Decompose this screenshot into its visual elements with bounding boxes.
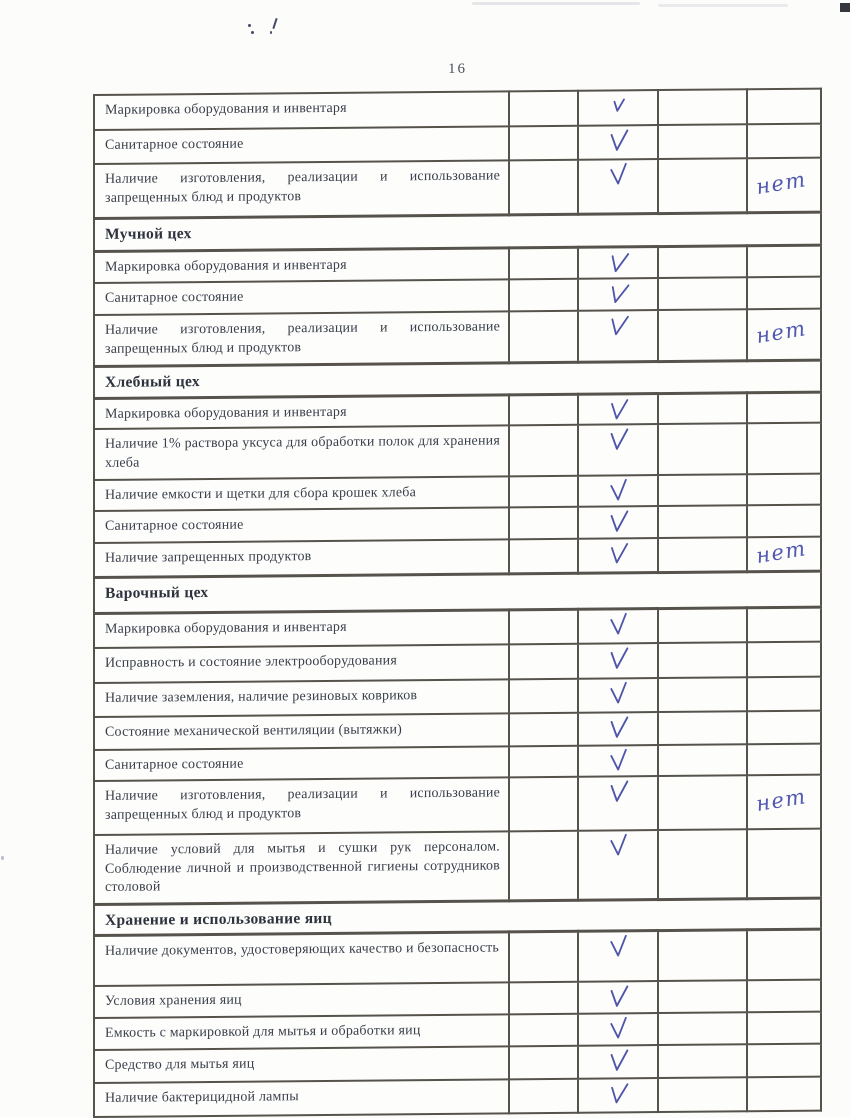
empty-cell	[509, 394, 578, 426]
empty-cell	[658, 392, 747, 424]
ink-mark	[272, 18, 277, 29]
note-cell	[747, 744, 821, 776]
handwritten-checkmark-icon	[606, 713, 630, 740]
inspection-table-body	[94, 89, 821, 1117]
empty-cell	[509, 425, 578, 477]
handwritten-checkmark-icon	[605, 278, 631, 307]
handwritten-checkmark-icon	[606, 395, 629, 422]
inspection-item-label: Емкость с маркировкой для мытья и обработки яиц	[94, 1014, 509, 1050]
section-header-label: Мучной цех	[94, 212, 821, 251]
inspection-item-label: Исправность и состояние электрооборудования	[94, 644, 509, 683]
inspection-item-label: Наличие 1% раствора уксуса для обработки полок для хранения хлеба	[94, 425, 509, 480]
check-cell	[578, 159, 658, 214]
table-row	[94, 1077, 821, 1117]
empty-cell	[509, 126, 578, 161]
handwritten-checkmark-icon	[607, 1015, 629, 1041]
empty-cell	[509, 539, 578, 574]
handwritten-checkmark-icon	[606, 1079, 630, 1106]
empty-cell	[509, 679, 578, 714]
check-cell	[578, 981, 658, 1014]
empty-cell	[658, 158, 747, 213]
handwritten-checkmark-icon	[607, 747, 629, 773]
check-cell	[578, 475, 658, 507]
handwritten-checkmark-icon	[607, 161, 629, 187]
empty-cell	[509, 247, 578, 280]
check-cell	[578, 1078, 658, 1113]
note-cell	[747, 505, 821, 538]
empty-cell	[658, 744, 747, 776]
handwritten-note: нет	[754, 535, 809, 568]
note-cell	[747, 537, 821, 572]
note-cell	[747, 1044, 821, 1078]
note-cell	[747, 124, 821, 159]
page-number: 16	[448, 61, 467, 77]
empty-cell	[509, 713, 578, 747]
inspection-item-label: Наличие условий для мытья и сушки рук персоналом. Соблюдение личной и производственной гигиены сотрудников столовой	[94, 831, 509, 904]
inspection-item-label: Наличие заземления, наличие резиновых ковриков	[94, 679, 509, 717]
handwritten-note: нет	[754, 784, 809, 817]
inspection-item-label: Наличие изготовления, реализации и использование запрещенных блюд и продуктов	[94, 160, 509, 218]
check-cell	[578, 246, 658, 279]
section-header-label: Хранение и использование яиц	[94, 898, 821, 935]
empty-cell	[658, 245, 747, 278]
empty-cell	[509, 160, 578, 215]
handwritten-checkmark-icon	[607, 680, 629, 706]
check-cell	[578, 310, 658, 362]
inspection-item-label: Санитарное состояние	[94, 279, 509, 315]
handwritten-checkmark-icon	[606, 1046, 630, 1073]
check-cell	[578, 608, 658, 644]
note-cell	[747, 309, 821, 361]
empty-cell	[658, 711, 747, 745]
handwritten-checkmark-icon	[606, 982, 630, 1009]
empty-cell	[658, 277, 747, 310]
empty-cell	[509, 644, 578, 680]
inspection-item-label: Наличие бактерицидной лампы	[94, 1079, 509, 1117]
inspection-item-label: Наличие документов, удостоверяющих качество и безопасность	[94, 931, 509, 986]
scan-speck	[1, 856, 4, 860]
note-cell	[747, 1077, 821, 1112]
check-cell	[578, 278, 658, 311]
table-row	[94, 158, 821, 218]
empty-cell	[658, 607, 747, 643]
note-cell	[747, 277, 821, 310]
empty-cell	[509, 279, 578, 312]
empty-cell	[658, 677, 747, 712]
note-cell	[747, 711, 821, 745]
note-cell	[747, 245, 821, 278]
table-row	[94, 423, 821, 480]
inspection-item-label: Маркировка оборудования и инвентаря	[94, 247, 509, 283]
note-cell	[747, 775, 821, 830]
ink-mark	[248, 24, 251, 27]
ink-mark	[270, 31, 272, 34]
empty-cell	[509, 777, 578, 832]
check-cell	[578, 776, 658, 831]
handwritten-checkmark-icon	[607, 832, 629, 858]
empty-cell	[509, 311, 578, 363]
inspection-item-label: Средство для мытья яиц	[94, 1046, 509, 1083]
check-cell	[578, 90, 658, 126]
inspection-item-label: Наличие изготовления, реализации и использование запрещенных блюд и продуктов	[94, 777, 509, 835]
empty-cell	[509, 1014, 578, 1047]
handwritten-checkmark-icon	[606, 126, 630, 153]
inspection-item-label: Санитарное состояние	[94, 507, 509, 543]
empty-cell	[658, 829, 747, 899]
inspection-item-label: Условия хранения яиц	[94, 982, 509, 1018]
empty-cell	[509, 476, 578, 508]
handwritten-checkmark-icon	[607, 932, 629, 958]
empty-cell	[658, 309, 747, 361]
scanner-corner-mark	[840, 3, 850, 12]
handwritten-checkmark-icon	[605, 311, 630, 339]
check-cell	[578, 745, 658, 777]
check-cell	[578, 712, 658, 746]
handwritten-note: нет	[754, 166, 809, 199]
empty-cell	[509, 1079, 578, 1114]
inspection-item-label: Маркировка оборудования и инвентаря	[94, 91, 509, 130]
empty-cell	[509, 1046, 578, 1080]
table-row	[94, 829, 821, 904]
note-cell	[747, 829, 821, 899]
empty-cell	[658, 1012, 747, 1045]
inspection-item-label: Маркировка оборудования и инвентаря	[94, 609, 509, 648]
note-cell	[747, 423, 821, 475]
handwritten-checkmark-icon	[607, 477, 629, 503]
note-cell	[747, 607, 821, 643]
note-cell	[747, 392, 821, 424]
scan-streak	[472, 2, 640, 5]
handwritten-checkmark-icon	[606, 425, 630, 452]
empty-cell	[658, 1044, 747, 1078]
empty-cell	[509, 931, 578, 983]
empty-cell	[658, 124, 747, 159]
inspection-item-label: Маркировка оборудования и инвентаря	[94, 394, 509, 429]
inspection-item-label: Состояние механической вентиляции (вытяжки)	[94, 713, 509, 750]
check-cell	[578, 1045, 658, 1079]
inspection-item-label: Санитарное состояние	[94, 746, 509, 781]
check-cell	[578, 506, 658, 539]
empty-cell	[509, 91, 578, 127]
empty-cell	[658, 423, 747, 475]
empty-cell	[658, 1077, 747, 1112]
check-cell	[578, 678, 658, 713]
inspection-item-label: Наличие запрещенных продуктов	[94, 539, 509, 577]
handwritten-checkmark-icon	[606, 644, 630, 671]
ink-mark	[251, 31, 254, 34]
check-cell	[578, 424, 658, 476]
empty-cell	[509, 746, 578, 778]
note-cell	[747, 677, 821, 712]
handwritten-checkmark-icon	[605, 247, 631, 276]
handwritten-checkmark-icon	[607, 610, 629, 636]
handwritten-note: нет	[754, 316, 809, 349]
note-cell	[747, 929, 821, 981]
check-cell	[578, 538, 658, 573]
table-row	[94, 775, 821, 835]
empty-cell	[658, 642, 747, 678]
inspection-item-label: Санитарное состояние	[94, 126, 509, 164]
section-header-label: Хлебный цех	[94, 360, 821, 398]
note-cell	[747, 642, 821, 678]
empty-cell	[658, 775, 747, 830]
handwritten-checkmark-icon	[606, 540, 629, 567]
note-cell	[747, 158, 821, 213]
note-cell	[747, 474, 821, 506]
inspection-item-label: Наличие изготовления, реализации и использование запрещенных блюд и продуктов	[94, 311, 509, 366]
empty-cell	[658, 89, 747, 125]
check-cell	[578, 930, 658, 982]
check-cell	[578, 125, 658, 160]
check-cell	[578, 643, 658, 679]
check-cell	[578, 830, 658, 900]
empty-cell	[658, 505, 747, 538]
empty-cell	[509, 609, 578, 645]
inspection-item-label: Наличие емкости и щетки для сбора крошек хлеба	[94, 476, 509, 511]
handwritten-checkmark-icon	[606, 777, 630, 804]
table-row	[94, 309, 821, 366]
note-cell	[747, 89, 821, 125]
table-row	[94, 929, 821, 986]
handwritten-checkmark-icon	[611, 97, 626, 114]
note-cell	[747, 980, 821, 1013]
empty-cell	[658, 929, 747, 981]
scan-streak	[658, 4, 788, 7]
empty-cell	[658, 980, 747, 1013]
empty-cell	[509, 831, 578, 901]
handwritten-checkmark-icon	[606, 507, 630, 534]
empty-cell	[509, 982, 578, 1015]
check-cell	[578, 393, 658, 425]
empty-cell	[658, 537, 747, 572]
empty-cell	[509, 507, 578, 540]
empty-cell	[658, 474, 747, 506]
check-cell	[578, 1013, 658, 1046]
note-cell	[747, 1012, 821, 1045]
section-header-label: Варочный цех	[94, 571, 821, 613]
inspection-checklist-table	[93, 88, 822, 1118]
